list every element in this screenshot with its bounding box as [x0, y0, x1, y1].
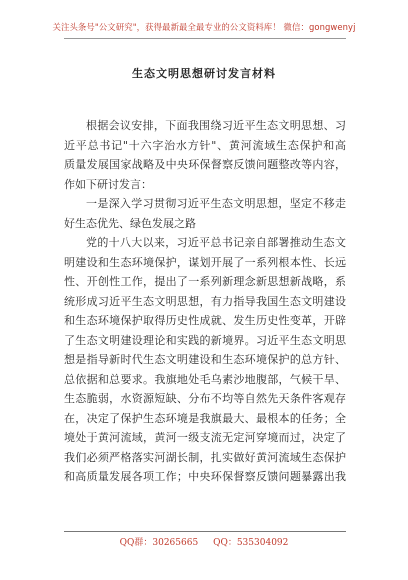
document-body [64, 116, 346, 487]
body-line: 了生态文明建设理论和实践的新境界。习近平生态文明思 [64, 333, 346, 347]
section-heading-line: 好生态优先、绿色发展之路 [64, 216, 196, 230]
body-line: 境处于黄河流域，黄河一级支流无定河穿境而过，决定了 [64, 431, 346, 444]
footer-divider [64, 531, 346, 532]
body-line: 质量发展国家战略及中央环保督察反馈问题整改等内容， [64, 158, 346, 171]
body-line: 我们必须严格落实河湖长制，扎实做好黄河流域生态保护 [64, 450, 346, 464]
body-line: 作如下研讨发言： [64, 177, 152, 191]
document-title: 生态文明思想研讨发言材料 [132, 67, 276, 80]
body-line: 生态脆弱，水资源短缺、分布不均等自然先天条件客观存 [64, 392, 346, 405]
header-divider [64, 38, 346, 39]
section-heading-line: 一是深入学习贯彻习近平生态文明思想，坚定不移走 [86, 197, 346, 210]
body-line: 性、开创性工作，提出了一系列新理念新思想新战略，系 [64, 275, 346, 288]
body-line: 统形成习近平生态文明思想，有力指导我国生态文明建设 [64, 294, 346, 308]
body-line: 在，决定了保护生态环境是我旗最大、最根本的任务；全 [64, 411, 346, 425]
footer-qq: QQ：535304092 [213, 538, 289, 548]
body-line: 想是指导新时代生态文明建设和生态环境保护的总方针、 [64, 353, 346, 366]
body-line: 明建设和生态环境保护，谋划开展了一系列根本性、长远 [64, 255, 346, 269]
body-line: 和生态环境保护取得历史性成就、发生历史性变革，开辟 [64, 314, 346, 327]
body-line: 近平总书记"十六字治水方针"、黄河流域生态保护和高 [64, 138, 346, 152]
body-line: 和高质量发展各项工作；中央环保督察反馈问题暴露出我 [64, 470, 346, 483]
body-line: 根据会议安排，下面我围绕习近平生态文明思想、习 [86, 119, 346, 132]
body-line: 党的十八大以来，习近平总书记亲自部署推动生态文 [86, 236, 346, 249]
footer [0, 535, 408, 548]
body-line: 总依据和总要求。我旗地处毛乌素沙地腹部，气候干旱、 [64, 372, 346, 386]
header-note: 关注头条号"公文研究"，获得最新最全最专业的公文资料库！ 微信：gongwenyj [52, 22, 356, 32]
footer-qq-group: QQ群：30265665 [119, 538, 199, 548]
